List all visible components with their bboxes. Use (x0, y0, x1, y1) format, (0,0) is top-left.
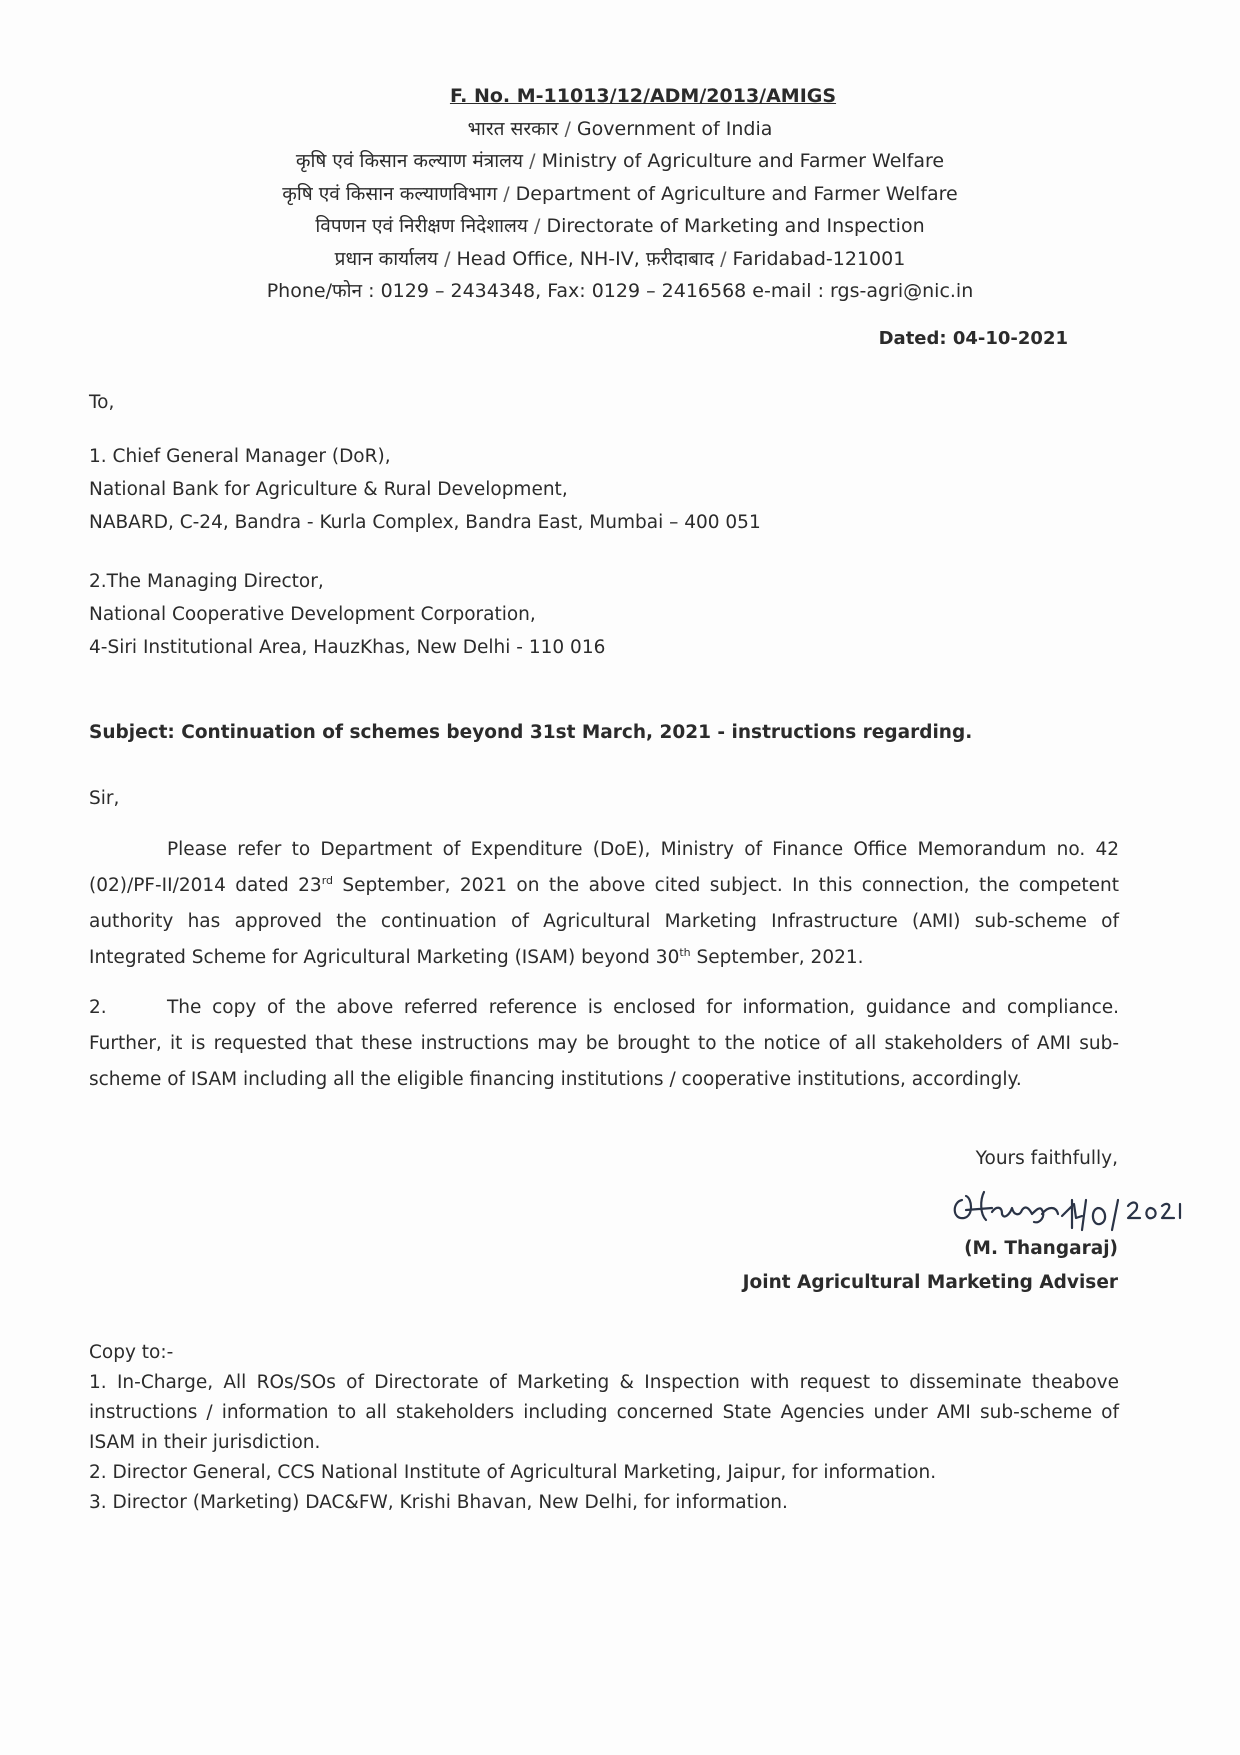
copy-to-item: 3. Director (Marketing) DAC&FW, Krishi Bhavan, New Delhi, for information. (89, 1492, 788, 1513)
letterhead-line-directorate: विपणन एवं निरीक्षण निदेशालय / Directorate of Marketing and Inspection (315, 215, 925, 237)
signer-name: (M. Thangaraj) (964, 1238, 1118, 1259)
copy-to-item: 2. Director General, CCS National Institute of Agricultural Marketing, Jaipur, for information. (89, 1462, 937, 1483)
letterhead-line-ministry: कृषि एवं किसान कल्याण मंत्रालय / Ministry of Agriculture and Farmer Welfare (295, 150, 945, 172)
to-label: To, (89, 392, 115, 413)
letter-date: Dated: 04-10-2021 (878, 328, 1068, 349)
handwritten-signature (922, 1170, 1222, 1240)
letterhead (0, 80, 1240, 308)
copy-to-item: 1. In-Charge, All ROs/SOs of Directorate of Marketing & Inspection with request to disseminate theabove instructions / information to all stakeholders including concerned State Agencies under AMI sub-scheme of ISAM in their jurisdiction. (89, 1372, 1119, 1453)
copy-to-heading: Copy to:- (89, 1342, 174, 1363)
salutation: Sir, (89, 788, 120, 809)
letterhead-line-government: भारत सरकार / Government of India (467, 117, 773, 140)
letterhead-line-department: कृषि एवं किसान कल्याणविभाग / Department of Agriculture and Farmer Welfare (282, 182, 958, 205)
letterhead-line-office: प्रधान कार्यालय / Head Office, NH-IV, फ़रीदाबाद / Faridabad-121001 (334, 247, 906, 270)
addressee-2: 2.The Managing Director, National Cooperative Development Corporation, 4-Siri Institutional Area, HauzKhas, New Delhi - 110 016 (89, 571, 606, 658)
copy-to-section (89, 1338, 1119, 1518)
paragraph-1: Please refer to Department of Expenditure (DoE), Ministry of Finance Office Memorandum no. 42 (02)/PF-II/2014 dated 23rd September, 2021 on the above cited subject. In this connection, the competent authority has approved the continuation of Agricultural Marketing Infrastructure (AMI) sub-scheme of Integrated Scheme for Agricultural Marketing (ISAM) beyond 30th September, 2021. (89, 839, 1119, 968)
signer-block (743, 1232, 1118, 1300)
paragraph-2: 2. The copy of the above referred reference is enclosed for information, guidance and compliance. Further, it is requested that these instructions may be brought to the notice of all stakeholders of AMI sub-scheme of ISAM including all the eligible financing institutions / cooperative institutions, accordingly. (89, 997, 1119, 1090)
addressee-1: 1. Chief General Manager (DoR), National Bank for Agriculture & Rural Development, NABARD, C-24, Bandra - Kurla Complex, Bandra East, Mumbai – 400 051 (89, 446, 761, 533)
subject-line: Subject: Continuation of schemes beyond 31st March, 2021 - instructions regarding. (89, 722, 973, 743)
closing: Yours faithfully, (975, 1148, 1118, 1169)
letterhead-contact: Phone/फोन : 0129 – 2434348, Fax: 0129 – 2416568 e-mail : rgs-agri@nic.in (266, 280, 974, 302)
signer-title: Joint Agricultural Marketing Adviser (742, 1272, 1118, 1293)
file-number: F. No. M-11013/12/ADM/2013/AMIGS (449, 85, 837, 107)
